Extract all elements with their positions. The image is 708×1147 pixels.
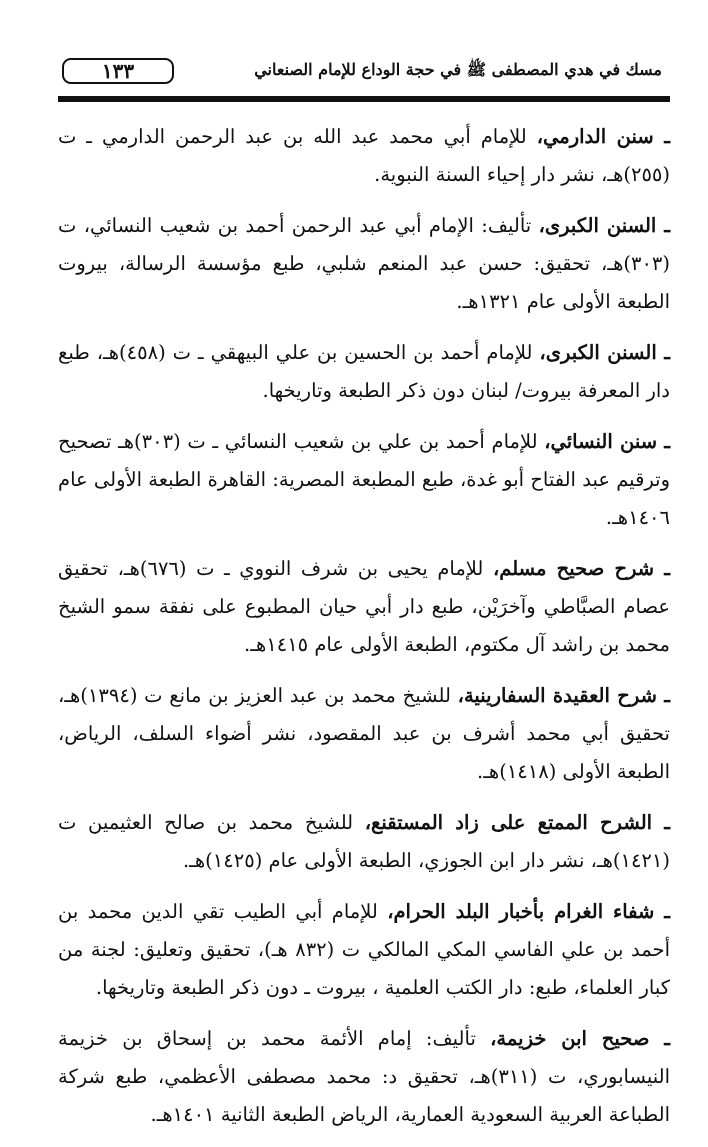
- entry-text: للإمام أبي محمد عبد الله بن عبد الرحمن الدارمي ـ ت (٢٥٥)هـ، نشر دار إحياء السنة النبوية.: [58, 125, 670, 186]
- entry-title: ـ السنن الكبرى،: [538, 214, 670, 237]
- entry-title: ـ شرح صحيح مسلم،: [492, 557, 671, 580]
- bibliography-entry: [58, 677, 670, 791]
- entry-title: ـ سنن الدارمي،: [536, 125, 670, 148]
- entry-text: للإمام أحمد بن الحسين بن علي البيهقي ـ ت (٤٥٨)هـ، طبع دار المعرفة بيروت/ لبنان دون ذكر الطبعة وتاريخها.: [58, 341, 670, 402]
- bibliography-entry: [58, 804, 670, 880]
- header-rule: [58, 96, 670, 102]
- entry-text: تأليف: إمام الأئمة محمد بن إسحاق بن خزيمة النيسابوري، ت (٣١١)هـ، تحقيق د: محمد مصطفى الأعظمي، طبع شركة الطباعة العربية السعودية العمارية، الرياض الطبعة الثانية ١٤٠١هـ.: [58, 1027, 670, 1126]
- bibliography-entry: [58, 1020, 670, 1134]
- entry-text: للإمام يحيى بن شرف النووي ـ ت (٦٧٦)هـ، تحقيق عصام الصبَّاطي وآخرَيْن، طبع دار أبي حيان المطبوع على نفقة سمو الشيخ محمد بن راشد آل مكتوم، الطبعة الأولى عام ١٤١٥هـ.: [58, 557, 670, 656]
- entry-title: ـ السنن الكبرى،: [539, 341, 671, 364]
- running-title: مسك في هدي المصطفى ﷺ في حجة الوداع للإمام الصنعاني: [254, 60, 662, 79]
- entry-text: للشيخ محمد بن صالح العثيمين ت (١٤٢١)هـ، نشر دار ابن الجوزي، الطبعة الأولى عام (١٤٢٥)هـ.: [58, 811, 670, 872]
- bibliography-entry: [58, 334, 670, 410]
- entry-title: ـ شرح العقيدة السفارينية،: [457, 684, 671, 707]
- bibliography-entry: [58, 207, 670, 321]
- entry-text: للإمام أحمد بن علي بن شعيب النسائي ـ ت (٣٠٣)هـ تصحيح وترقيم عبد الفتاح أبو غدة، طبع المطبعة المصرية: القاهرة الطبعة الأولى عام ١٤٠٦هـ.: [58, 430, 670, 529]
- bibliography-entry: [58, 893, 670, 1007]
- bibliography-entry: [58, 550, 670, 664]
- entry-title: ـ صحيح ابن خزيمة،: [490, 1027, 670, 1050]
- entry-title: ـ الشرح الممتع على زاد المستقنع،: [364, 811, 670, 834]
- bibliography-list: [58, 118, 670, 1147]
- entry-title: ـ سنن النسائي،: [544, 430, 670, 453]
- entry-title: ـ شفاء الغرام بأخبار البلد الحرام،: [387, 900, 671, 923]
- page-number: ١٣٣: [62, 58, 174, 84]
- entry-text: تأليف: الإمام أبي عبد الرحمن أحمد بن شعيب النسائي، ت (٣٠٣)هـ، تحقيق: حسن عبد المنعم شلبي، طبع مؤسسة الرسالة، بيروت الطبعة الأولى عام ١٣٢١هـ.: [58, 214, 670, 313]
- bibliography-entry: [58, 118, 670, 194]
- page-header: [40, 56, 668, 88]
- entry-text: للشيخ محمد بن عبد العزيز بن مانع ت (١٣٩٤)هـ، تحقيق أبي محمد أشرف بن عبد المقصود، نشر أضواء السلف، الرياض، الطبعة الأولى (١٤١٨)هـ.: [58, 684, 670, 783]
- bibliography-entry: [58, 423, 670, 537]
- entry-text: للإمام أبي الطيب تقي الدين محمد بن أحمد بن علي الفاسي المكي المالكي ت (٨٣٢ هـ)، تحقيق وتعليق: لجنة من كبار العلماء، طبع: دار الكتب العلمية ، بيروت ـ دون ذكر الطبعة وتاريخها.: [58, 900, 670, 999]
